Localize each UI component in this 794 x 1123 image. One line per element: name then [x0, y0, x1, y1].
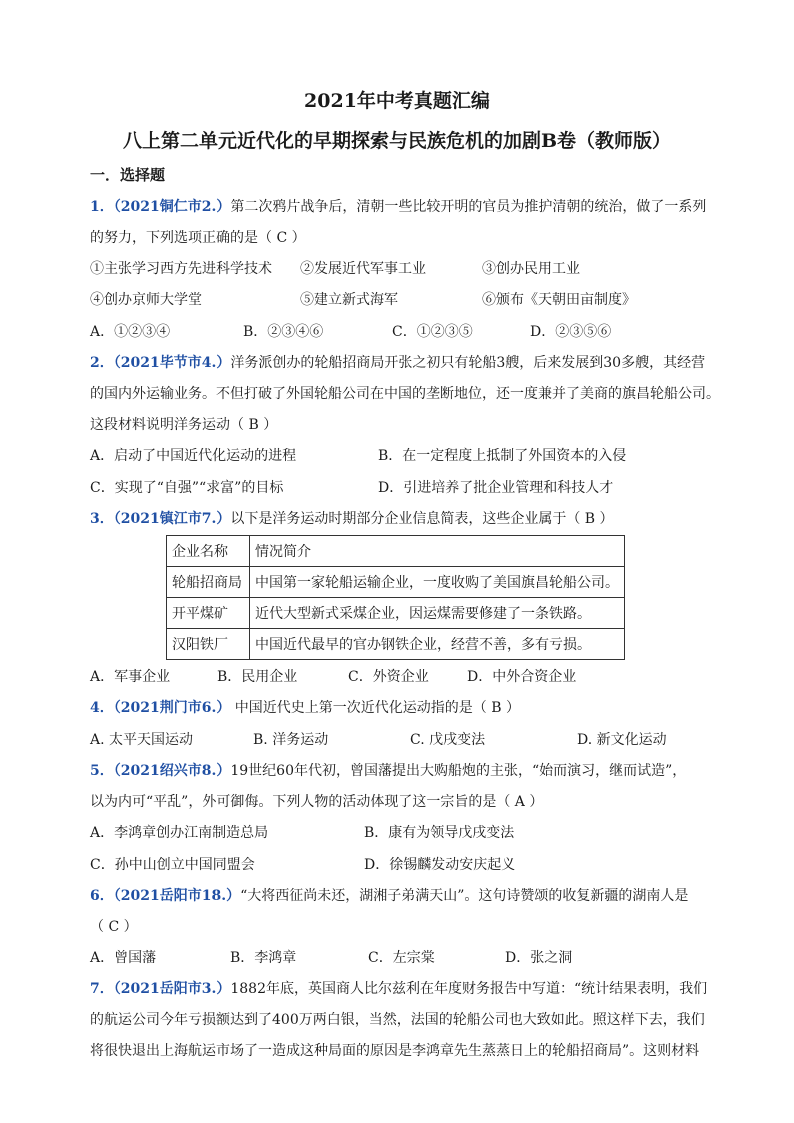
question-5-option-c: C．孙中山创立中国同盟会: [90, 857, 255, 873]
question-7-stem-1: 1882年底，英国商人比尔兹利在年度财务报告中写道：“统计结果表明，我们: [230, 981, 708, 997]
question-6-stem-1: “大将西征尚未还，湖湘子弟满天山”。这句诗赞颂的收复新疆的湖南人是: [240, 888, 689, 904]
question-1-source: （2021铜仁市2.）: [113, 199, 231, 215]
question-1-option-a: A．①②③④: [90, 324, 171, 340]
question-2-option-c: C．实现了“自强”“求富”的目标: [90, 480, 284, 496]
table-cell: 轮船招商局: [167, 567, 250, 598]
question-3-option-a: A．军事企业: [90, 669, 171, 685]
table-cell: 汉阳铁厂: [167, 629, 250, 660]
question-5-line-1: [90, 761, 686, 781]
question-4-number: 4．: [90, 700, 114, 716]
question-1-number: 1．: [90, 199, 114, 215]
question-1-item-3: ③创办民用工业: [482, 261, 580, 277]
table-row: [167, 598, 625, 629]
document-title: 2021年中考真题汇编: [304, 90, 490, 112]
question-7-line-1: [90, 979, 707, 999]
table-header-cell: 情况简介: [250, 536, 625, 567]
question-1-option-d: D．②③⑤⑥: [530, 324, 612, 340]
table-cell: 近代大型新式采煤企业，因运煤需要修建了一条铁路。: [250, 598, 625, 629]
question-1-option-c: C．①②③⑤: [392, 324, 473, 340]
table-cell: 中国近代最早的官办钢铁企业，经营不善，多有亏损。: [250, 629, 625, 660]
question-4-option-a: A. 太平天国运动: [90, 732, 194, 748]
question-6-option-a: A．曾国藩: [90, 950, 157, 966]
table-row: [167, 629, 625, 660]
question-2-option-d: D．引进培养了批企业管理和科技人才: [378, 480, 614, 496]
question-4-option-c: C. 戊戌变法: [410, 732, 486, 748]
question-4-option-d: D. 新文化运动: [577, 732, 667, 748]
question-4-source: （2021荆门市6.）: [113, 700, 231, 716]
question-2-stem-2: 的国内外运输业务。不但打破了外国轮船公司在中国的垄断地位，还一度兼并了美商的旗昌轮船公司。: [90, 386, 720, 402]
question-7-stem-2: 的航运公司今年亏损额达到了400万两白银，当然，法国的轮船公司也大致如此。照这样下去，我们: [90, 1012, 705, 1028]
table-header-cell: 企业名称: [167, 536, 250, 567]
question-3-option-b: B．民用企业: [217, 669, 298, 685]
question-2-source: （2021毕节市4.）: [113, 355, 231, 371]
question-4-option-b: B. 洋务运动: [253, 732, 329, 748]
question-1-line-1: [90, 197, 706, 217]
question-2-line-1: [90, 353, 705, 373]
question-2-number: 2．: [90, 355, 114, 371]
question-6-stem-2: （ C ）: [90, 919, 138, 935]
question-6-option-c: C．左宗棠: [368, 950, 435, 966]
question-3-option-c: C．外资企业: [348, 669, 429, 685]
question-1-item-4: ④创办京师大学堂: [90, 292, 202, 308]
question-2-stem-3: 这段材料说明洋务运动（ B ）: [90, 417, 278, 433]
question-1-item-2: ②发展近代军事工业: [300, 261, 426, 277]
question-7-stem-3: 将很快退出上海航运市场了一造成这种局面的原因是李鸿章先生蒸蒸日上的轮船招商局”。这则材料: [90, 1043, 700, 1059]
question-5-option-b: B．康有为领导戊戌变法: [364, 825, 515, 841]
question-7-source: （2021岳阳市3.）: [113, 981, 231, 997]
question-2-stem-1: 洋务派创办的轮船招商局开张之初只有轮船3艘，后来发展到30多艘，其经营: [230, 355, 706, 371]
question-5-stem-2: 以为内可“平乱”，外可御侮。下列人物的活动体现了这一宗旨的是（ A ）: [90, 794, 544, 810]
enterprise-table: [166, 535, 625, 660]
question-4-line-1: [90, 698, 520, 718]
question-5-number: 5．: [90, 763, 114, 779]
question-7-number: 7．: [90, 981, 114, 997]
question-3-line-1: [90, 509, 614, 529]
question-5-source: （2021绍兴市8.）: [113, 763, 231, 779]
question-1-item-5: ⑤建立新式海军: [300, 292, 398, 308]
question-3-number: 3．: [90, 511, 114, 527]
question-1-item-6: ⑥颁布《天朝田亩制度》: [482, 292, 636, 308]
question-5-option-a: A．李鸿章创办江南制造总局: [90, 825, 269, 841]
question-2-option-a: A．启动了中国近代化运动的进程: [90, 448, 297, 464]
question-6-option-b: B．李鸿章: [230, 950, 297, 966]
question-1-stem-2: 的努力，下列选项正确的是（ C ）: [90, 230, 306, 246]
table-header-row: [167, 536, 625, 567]
section-heading: 一．选择题: [90, 166, 166, 184]
question-3-stem-1: 以下是洋务运动时期部分企业信息简表，这些企业属于（ B ）: [230, 511, 614, 527]
question-5-stem-1: 19世纪60年代初，曾国藩提出大购船炮的主张，“始而演习，继而试造”，: [230, 763, 687, 779]
question-5-option-d: D．徐锡麟发动安庆起义: [364, 857, 516, 873]
table-row: [167, 567, 625, 598]
question-3-source: （2021镇江市7.）: [113, 511, 231, 527]
question-6-source: （2021岳阳市18.）: [113, 888, 241, 904]
question-1-option-b: B．②③④⑥: [243, 324, 324, 340]
question-1-item-1: ①主张学习西方先进科学技术: [90, 261, 272, 277]
question-6-option-d: D．张之洞: [505, 950, 573, 966]
question-6-line-1: [90, 886, 688, 906]
question-4-stem-1: 中国近代史上第一次近代化运动指的是（ B ）: [230, 700, 520, 716]
question-3-option-d: D．中外合资企业: [467, 669, 577, 685]
question-2-option-b: B．在一定程度上抵制了外国资本的入侵: [378, 448, 627, 464]
table-cell: 开平煤矿: [167, 598, 250, 629]
table-cell: 中国第一家轮船运输企业，一度收购了美国旗昌轮船公司。: [250, 567, 625, 598]
question-6-number: 6．: [90, 888, 114, 904]
question-1-stem-1: 第二次鸦片战争后，清朝一些比较开明的官员为推护清朝的统治，做了一系列: [230, 199, 707, 215]
document-subtitle: 八上第二单元近代化的早期探索与民族危机的加剧B卷（教师版）: [122, 130, 672, 152]
